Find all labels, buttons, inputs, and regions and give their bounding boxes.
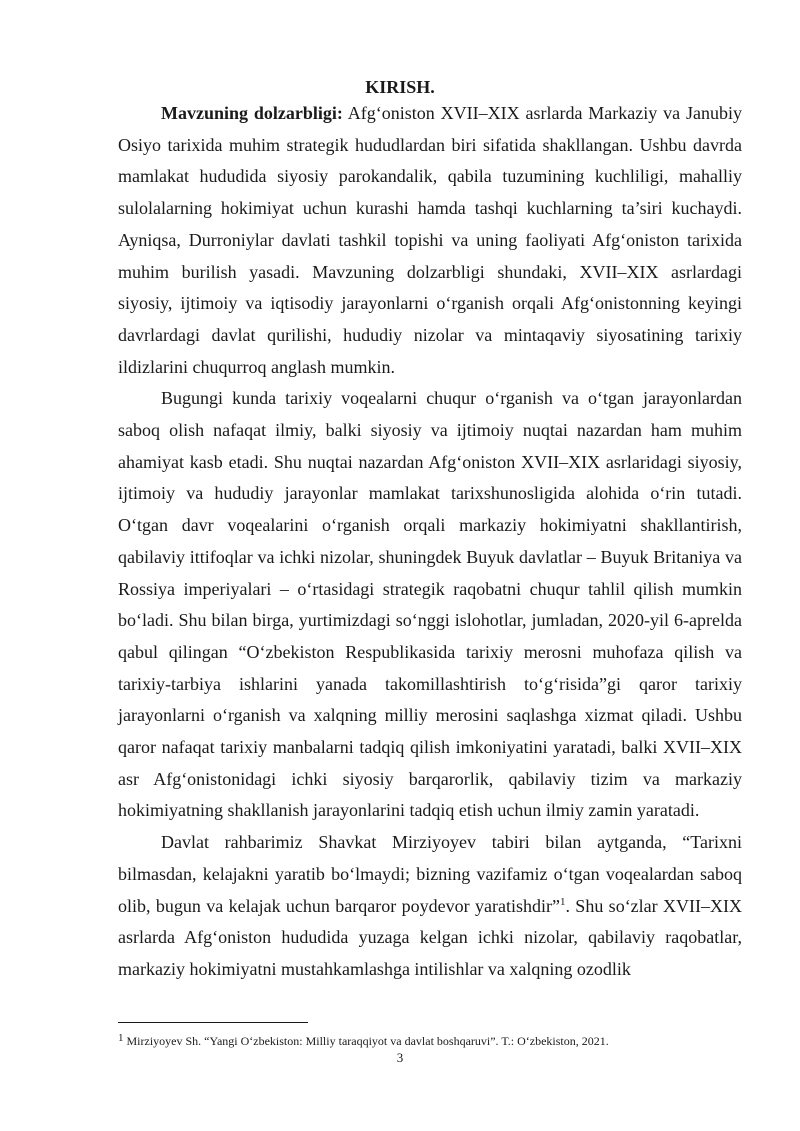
footnote-separator [118,1022,308,1023]
page-number: 3 [396,1050,404,1065]
relevance-text: Afg‘oniston XVII–XIX asrlarda Markaziy va Janubiy Osiyo tarixida muhim strategik hududlardan biri sifatida shakllangan. Ushbu davrda mamlakat hududida siyosiy parokandalik, qabila tuzumining kuchliligi, mahalliy sulolalarning hokimiyat uchun kurashi hamda tashqi kuchlarning ta’siri kuchaydi. Ayniqsa, Durroniylar davlati tashkil topishi va uning faoliyati Afg‘oniston tarixida muhim burilish yasadi. Mavzuning dolzarbligi shundaki, XVII–XIX asrlardagi siyosiy, ijtimoiy va iqtisodiy jarayonlarni o‘rganish orqali Afg‘onistonning keyingi davrlardagi davlat qurilishi, hududiy nizolar va mintaqaviy siyosatining tarixiy ildizlarini chuqurroq anglash mumkin. [118,103,742,377]
footnote-mark: 1 [118,1032,124,1044]
relevance-lead: Mavzuning dolzarbligi: [161,103,343,123]
paragraph-president-quote [118,827,742,986]
footnote [118,1031,742,1049]
body-text [118,98,742,986]
section-heading: KIRISH. [365,77,435,97]
footnote-text: Mirziyoyev Sh. “Yangi O‘zbekiston: Milliy taraqqiyot va davlat boshqaruvi”. T.: O‘zbekiston, 2021. [126,1034,609,1048]
paragraph-relevance [118,98,742,383]
quote-continuation: . Shu so‘zlar XVII–XIX asrlarda Afg‘oniston hududida yuzaga kelgan ichki nizolar, qabilaviy raqobatlar, markaziy hokimiyatni mustahkamlashga intilishlar va xalqning ozodlik [118,895,743,979]
quote-text: Davlat rahbarimiz Shavkat Mirziyoyev tabiri bilan aytganda, “Tarixni bilmasdan, kelajakni yaratib bo‘lmaydi; bizning vazifamiz o‘tgan voqealardan saboq olib, bugun va kelajak uchun barqaror poydevor yaratishdir” [118,832,742,916]
paragraph-today: Bugungi kunda tarixiy voqealarni chuqur o‘rganish va o‘tgan jarayonlardan saboq olish nafaqat ilmiy, balki siyosiy va ijtimoiy nuqtai nazardan ham muhim ahamiyat kasb etadi. Shu nuqtai nazardan Afg‘oniston XVII–XIX asrlaridagi siyosiy, ijtimoiy va hududiy jarayonlar mamlakat tarixshunosligida alohida o‘rin tutadi. O‘tgan davr voqealarini o‘rganish orqali markaziy hokimiyatni shakllantirish, qabilaviy ittifoqlar va ichki nizolar, shuningdek Buyuk davlatlar – Buyuk Britaniya va Rossiya imperiyalari – o‘rtasidagi strategik raqobatni chuqur tahlil qilish mumkin bo‘ladi. Shu bilan birga, yurtimizdagi so‘nggi islohotlar, jumladan, 2020-yil 6-aprelda qabul qilingan “O‘zbekiston Respublikasida tarixiy merosni muhofaza qilish va tarixiy-tarbiya ishlarini yanada takomillashtirish to‘g‘risida”gi qaror tarixiy jarayonlarni o‘rganish va xalqning milliy merosini saqlashga xizmat qiladi. Ushbu qaror nafaqat tarixiy manbalarni tadqiq qilish imkoniyatini yaratadi, balki XVII–XIX asr Afg‘onistonidagi ichki siyosiy barqarorlik, qabilaviy tizim va markaziy hokimiyatning shakllanish jarayonlarini tadqiq etish uchun ilmiy zamin yaratadi. [118,388,742,821]
footnote-reference[interactable]: 1 [559,895,566,908]
